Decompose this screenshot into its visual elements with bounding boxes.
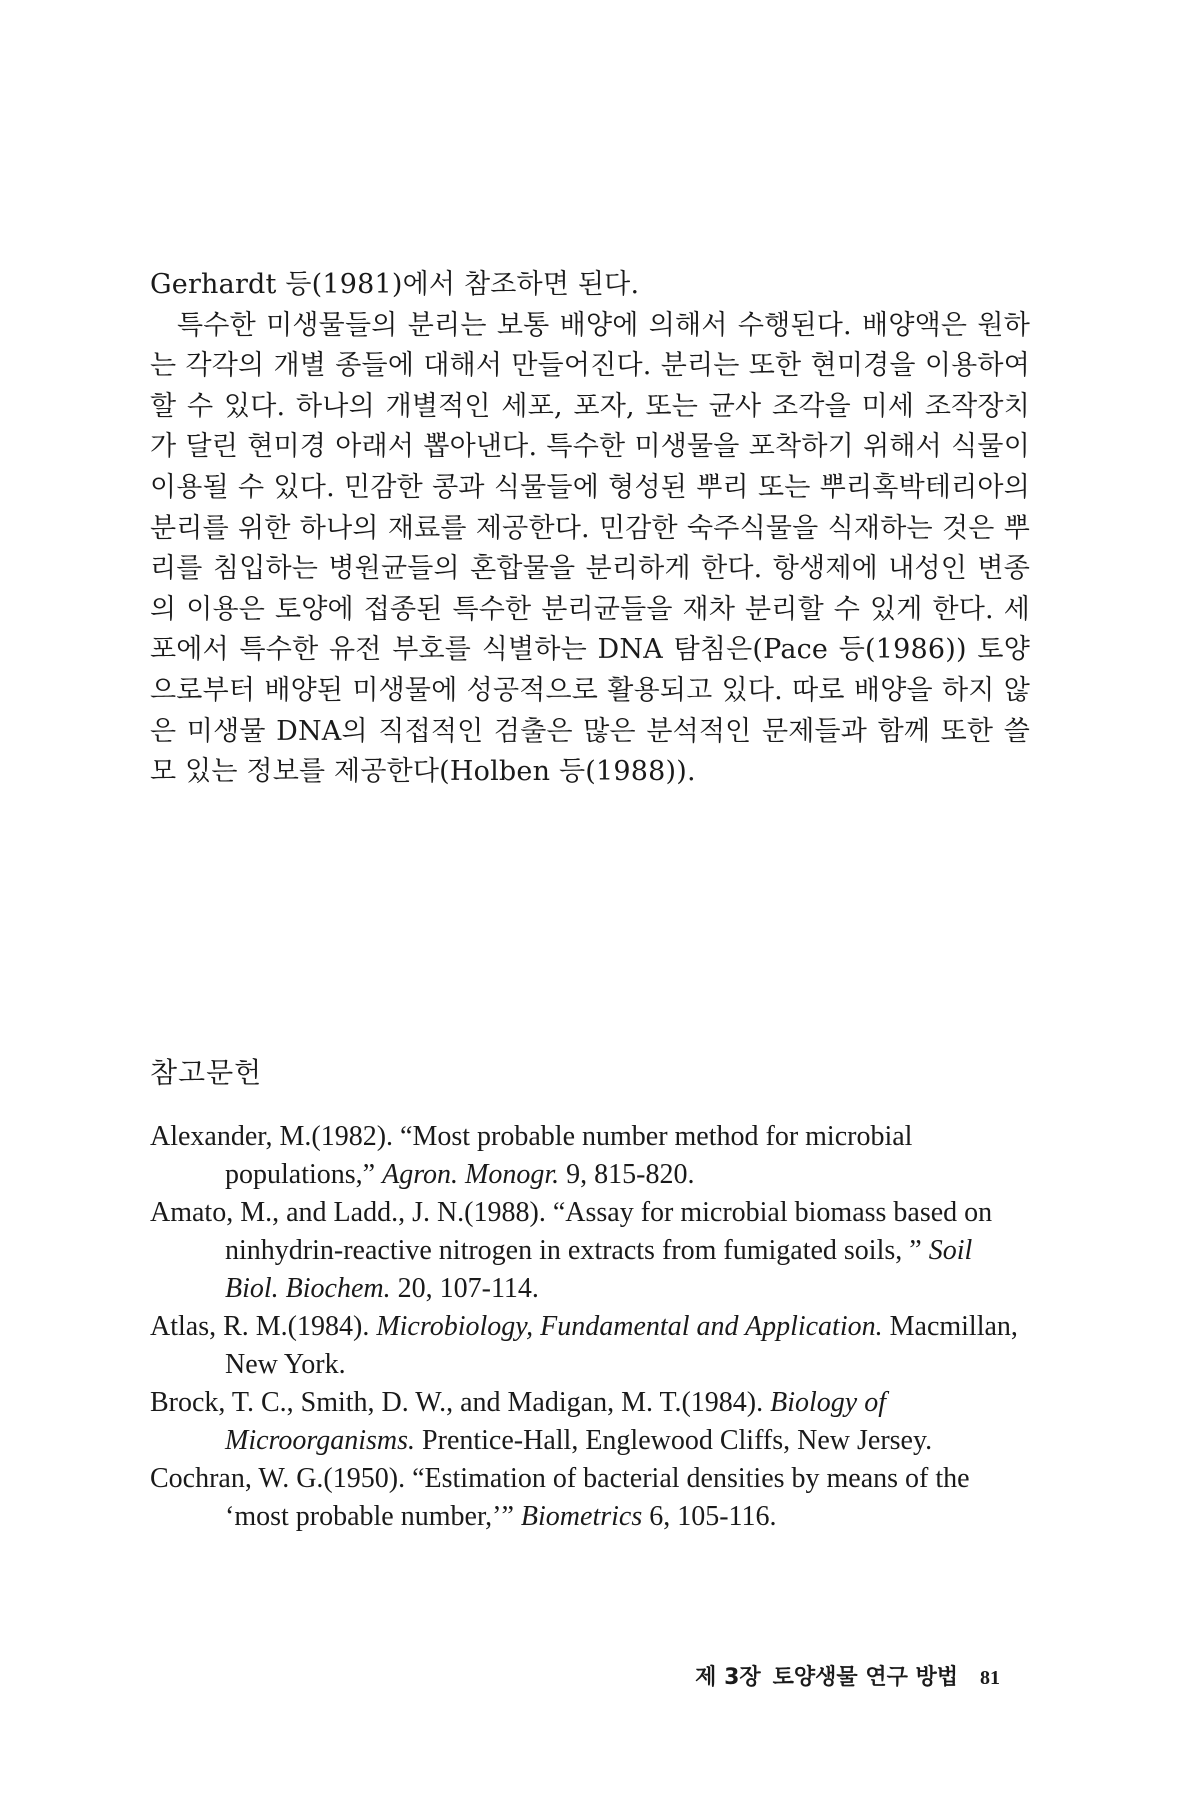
paragraph-1: Gerhardt 등(1981)에서 참조하면 된다. bbox=[150, 269, 640, 300]
references-list bbox=[150, 1118, 1030, 1536]
references-heading: 참고문헌 bbox=[150, 1056, 263, 1089]
reference-item: Brock, T. C., Smith, D. W., and Madigan, M. T.(1984). Biology of Microorganisms. Prentice-Hall, Englewood Cliffs, New Jersey. bbox=[150, 1387, 933, 1456]
reference-item: Cochran, W. G.(1950). “Estimation of bacterial densities by means of the ‘most probable number,’” Biometrics 6, 105-116. bbox=[150, 1463, 970, 1532]
reference-item: Atlas, R. M.(1984). Microbiology, Fundamental and Application. Macmillan, New York. bbox=[150, 1311, 1018, 1380]
page-number: 81 bbox=[980, 1667, 1000, 1689]
footer-title: 토양생물 연구 방법 bbox=[772, 1665, 958, 1690]
footer-chapter: 제 3장 bbox=[695, 1665, 761, 1690]
paragraph-2: 특수한 미생물들의 분리는 보통 배양에 의해서 수행된다. 배양액은 원하는 각각의 개별 종들에 대해서 만들어진다. 분리는 또한 현미경을 이용하여 할 수 있다. 하나의 개별적인 세포, 포자, 또는 균사 조각을 미세 조작장치가 달린 현미경 아래서 뽑아낸다. 특수한 미생물을 포착하기 위해서 식물이 이용될 수 있다. 민감한 콩과 식물들에 형성된 뿌리 또는 뿌리혹박테리아의 분리를 위한 하나의 재료를 제공한다. 민감한 숙주식물을 식재하는 것은 뿌리를 침입하는 병원균들의 혼합물을 분리하게 한다. 항생제에 내성인 변종의 이용은 토양에 접종된 특수한 분리균들을 재차 분리할 수 있게 한다. 세포에서 특수한 유전 부호를 식별하는 DNA 탐침은(Pace 등(1986)) 토양으로부터 배양된 미생물에 성공적으로 활용되고 있다. 따로 배양을 하지 않은 미생물 DNA의 직접적인 검출은 많은 분석적인 문제들과 함께 또한 쓸모 있는 정보를 제공한다(Holben 등(1988)). bbox=[150, 309, 1030, 788]
body-text bbox=[150, 265, 1030, 793]
reference-item: Amato, M., and Ladd., J. N.(1988). “Assay for microbial biomass based on ninhydrin-reactive nitrogen in extracts from fumigated soils, ” Soil Biol. Biochem. 20, 107-114. bbox=[150, 1197, 993, 1304]
reference-item: Alexander, M.(1982). “Most probable number method for microbial populations,” Agron. Monogr. 9, 815-820. bbox=[150, 1121, 913, 1190]
running-footer bbox=[600, 1663, 1000, 1693]
